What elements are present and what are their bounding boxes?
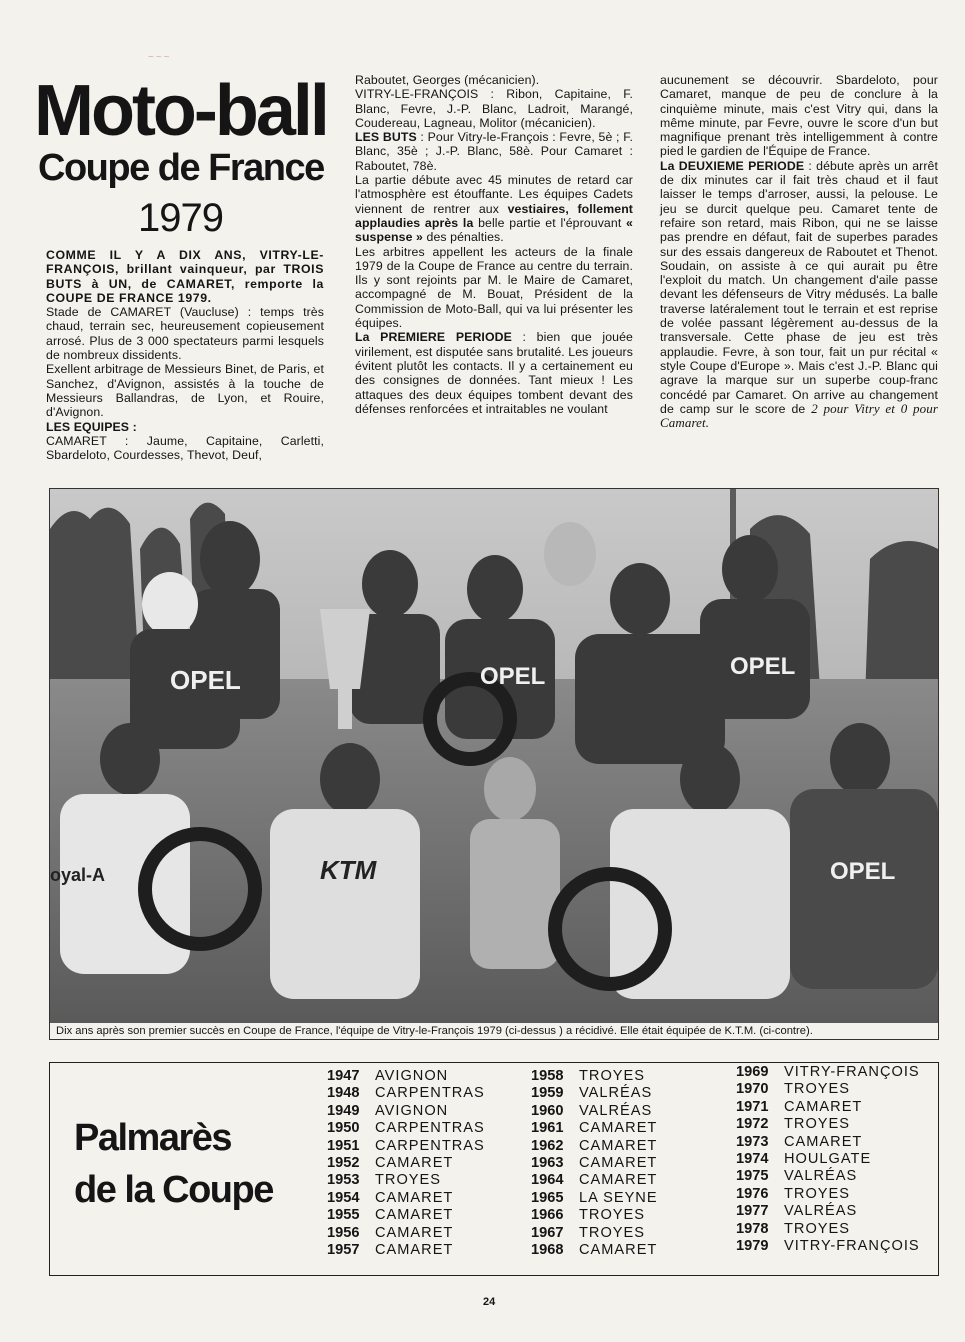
article-paragraph [46, 305, 324, 362]
article-text-run: : bien que jouée virilement, est disputée sans brutalité. Les joueurs évitent plutôt les contacts. Il y a certainement eu des consignes de données. Tant mieux ! Les attaques des deux équipes tombent devant des défenses renforcées et intraitables ne voulant [355, 330, 633, 416]
palmares-row [531, 1225, 658, 1242]
article-paragraph [46, 362, 324, 419]
palmares-team: TROYES [784, 1220, 851, 1237]
palmares-team: CAMARET [784, 1098, 863, 1115]
palmares-team: CARPENTRAS [375, 1120, 485, 1137]
article-text-run: 2 pour Vitry et 0 pour Camaret. [660, 400, 938, 431]
palmares-column-2 [531, 1068, 658, 1259]
palmares-team: CAMARET [784, 1133, 863, 1150]
palmares-row [531, 1172, 658, 1189]
palmares-team: TROYES [579, 1224, 646, 1241]
palmares-team: CAMARET [375, 1155, 454, 1172]
palmares-team: VITRY-FRANÇOIS [784, 1238, 920, 1255]
article-text-run: La DEUXIEME PERIODE [660, 158, 805, 173]
sponsor-banner-label: oyal-A [50, 865, 106, 885]
palmares-team: TROYES [784, 1116, 851, 1133]
team-photo [49, 488, 939, 1024]
article-paragraph [46, 248, 324, 305]
article-text-run: LES BUTS [355, 130, 417, 145]
palmares-team: TROYES [579, 1207, 646, 1224]
palmares-team: CAMARET [375, 1189, 454, 1206]
page-year: 1979 [138, 196, 223, 240]
ktm-jersey-label: KTM [320, 855, 377, 885]
article-text-run: « suspense » [355, 215, 633, 245]
palmares-year: 1972 [736, 1116, 769, 1133]
palmares-team: VALRÉAS [579, 1102, 653, 1119]
palmares-year: 1979 [736, 1238, 769, 1255]
article-text-run: VITRY-LE-FRANÇOIS : Ribon, Capitaine, F. Blanc, Fevre, J.-P. Blanc, Ladroit, Marangé, Coudereau, Lagneau, Molitor (mécanicien). [355, 87, 633, 130]
palmares-year: 1969 [736, 1064, 769, 1080]
palmares-year: 1957 [327, 1242, 360, 1259]
palmares-title-line1: Palmarès [74, 1117, 232, 1159]
palmares-row [327, 1155, 485, 1172]
article-paragraph [46, 420, 324, 434]
pen-mark: ~~~ [148, 52, 172, 63]
article-paragraph [660, 159, 938, 431]
palmares-team: CAMARET [375, 1207, 454, 1224]
palmares-team: CAMARET [579, 1242, 658, 1259]
article-paragraph [660, 73, 938, 159]
article-text-run: La PREMIERE PERIODE [355, 330, 512, 345]
opel-jersey-label-3: OPEL [730, 653, 796, 680]
article-text-run: COMME IL Y A DIX ANS, VITRY-LE-FRANÇOIS, brillant vainqueur, par TROIS BUTS à UN, de CAMARET, remporte la COUPE DE FRANCE 1979. [46, 248, 324, 305]
palmares-team: CARPENTRAS [375, 1085, 485, 1102]
palmares-row [531, 1120, 658, 1137]
palmares-team: CARPENTRAS [375, 1137, 485, 1154]
palmares-year: 1963 [531, 1155, 564, 1172]
palmares-row [736, 1099, 920, 1116]
palmares-team: TROYES [375, 1172, 442, 1189]
palmares-team: CAMARET [579, 1120, 658, 1137]
palmares-year: 1948 [327, 1085, 360, 1102]
palmares-row [736, 1151, 920, 1168]
article-text-run: La partie débute avec 45 minutes de retard car l'atmosphère est étouffante. Les équipes Cadets viennent de rentrer aux [355, 173, 633, 216]
palmares-team: CAMARET [375, 1224, 454, 1241]
palmares-team: TROYES [579, 1068, 646, 1084]
article-text-run: belle partie et l'éprouvant [473, 215, 627, 230]
palmares-year: 1947 [327, 1068, 360, 1084]
palmares-row [327, 1085, 485, 1102]
palmares-row [531, 1085, 658, 1102]
palmares-row [736, 1203, 920, 1220]
article-text-run: des pénalties. [422, 230, 504, 245]
palmares-year: 1976 [736, 1185, 769, 1202]
article-column-3 [660, 73, 938, 430]
palmares-year: 1977 [736, 1203, 769, 1220]
palmares-row [327, 1138, 485, 1155]
palmares-row [736, 1081, 920, 1098]
article-paragraph [355, 330, 633, 416]
palmares-row [736, 1238, 920, 1255]
palmares-row [531, 1155, 658, 1172]
palmares-year: 1966 [531, 1207, 564, 1224]
palmares-team: VALRÉAS [784, 1168, 858, 1185]
palmares-year: 1968 [531, 1242, 564, 1259]
palmares-year: 1951 [327, 1137, 360, 1154]
palmares-year: 1960 [531, 1102, 564, 1119]
article-paragraph [355, 130, 633, 173]
palmares-row [327, 1207, 485, 1224]
article-paragraph [355, 87, 633, 130]
article-paragraph [355, 73, 633, 87]
page-number: 24 [483, 1296, 496, 1308]
palmares-team: LA SEYNE [579, 1189, 658, 1206]
palmares-row [327, 1103, 485, 1120]
palmares-row [531, 1138, 658, 1155]
article-text-run: LES EQUIPES : [46, 419, 137, 434]
palmares-year: 1967 [531, 1224, 564, 1241]
article-text-run: Les arbitres appellent les acteurs de la finale 1979 de la Coupe de France au centre du terrain. Ils y sont rejoints par M. le Maire de Camaret, accompagné de M. Bouat, Président de la Commission de Moto-Ball, qui va lui présenter les équipes. [355, 244, 633, 331]
palmares-row [736, 1221, 920, 1238]
palmares-column-3 [736, 1064, 920, 1255]
palmares-team: VALRÉAS [784, 1203, 858, 1220]
palmares-team: TROYES [784, 1185, 851, 1202]
palmares-team: VALRÉAS [579, 1085, 653, 1102]
palmares-row [531, 1068, 658, 1085]
article-column-2 [355, 73, 633, 416]
palmares-row [736, 1134, 920, 1151]
palmares-row [736, 1064, 920, 1081]
article-paragraph [355, 245, 633, 331]
article-text-run: Exellent arbitrage de Messieurs Binet, de Paris, et Sanchez, d'Avignon, assistés à la touche de Messieurs Ballandras, de Lyon, et Rouire, d'Avignon. [46, 362, 324, 420]
palmares-year: 1975 [736, 1168, 769, 1185]
palmares-year: 1978 [736, 1220, 769, 1237]
palmares-team: VITRY-FRANÇOIS [784, 1064, 920, 1080]
article-paragraph [355, 173, 633, 244]
palmares-row [327, 1068, 485, 1085]
palmares-row [531, 1190, 658, 1207]
palmares-year: 1961 [531, 1120, 564, 1137]
palmares-year: 1949 [327, 1102, 360, 1119]
palmares-year: 1950 [327, 1120, 360, 1137]
palmares-team: AVIGNON [375, 1068, 449, 1084]
palmares-year: 1971 [736, 1098, 769, 1115]
palmares-year: 1956 [327, 1224, 360, 1241]
palmares-title-line2: de la Coupe [74, 1169, 273, 1211]
palmares-team: CAMARET [579, 1172, 658, 1189]
palmares-year: 1964 [531, 1172, 564, 1189]
palmares-year: 1965 [531, 1189, 564, 1206]
palmares-title [74, 1112, 304, 1216]
opel-jersey-label-1: OPEL [170, 665, 241, 695]
palmares-row [736, 1168, 920, 1185]
palmares-year: 1974 [736, 1151, 769, 1168]
article-text-run: Raboutet, Georges (mécanicien). [355, 73, 540, 87]
palmares-team: CAMARET [579, 1137, 658, 1154]
palmares-team: AVIGNON [375, 1102, 449, 1119]
palmares-year: 1962 [531, 1137, 564, 1154]
palmares-year: 1958 [531, 1068, 564, 1084]
palmares-team: CAMARET [375, 1242, 454, 1259]
page-subtitle: Coupe de France [38, 147, 324, 189]
palmares-team: TROYES [784, 1081, 851, 1098]
photo-caption: Dix ans après son premier succès en Coupe de France, l'équipe de Vitry-le-François 1979 (ci-dessus ) a récidivé. Elle était équipée de K.T.M. (ci-contre). [49, 1023, 939, 1040]
palmares-team: HOULGATE [784, 1151, 872, 1168]
palmares-team: CAMARET [579, 1155, 658, 1172]
article-text-run: Stade de CAMARET (Vaucluse) : temps très chaud, terrain sec, heureusement copieusement arrosé. Plus de 3 000 spectateurs parmi lesquels de nombreux dissidents. [46, 305, 324, 363]
palmares-row [736, 1186, 920, 1203]
palmares-row [736, 1116, 920, 1133]
palmares-row [327, 1225, 485, 1242]
palmares-row [327, 1120, 485, 1137]
palmares-year: 1952 [327, 1155, 360, 1172]
article-text-run: : Pour Vitry-le-François : Fevre, 5è ; F. Blanc, 35è ; J.-P. Blanc, 58è. Pour Camaret : Raboutet, 78è. [355, 130, 633, 173]
palmares-row [327, 1190, 485, 1207]
article-text-run: vestiaires, follement applaudies après la [355, 201, 634, 230]
palmares-row [531, 1207, 658, 1224]
page-title: Moto-ball [34, 71, 327, 151]
palmares-row [531, 1242, 658, 1259]
palmares-year: 1973 [736, 1133, 769, 1150]
palmares-year: 1954 [327, 1189, 360, 1206]
article-paragraph [46, 434, 324, 463]
article-text-run: aucunement se découvrir. Sbardeloto, pour Camaret, manque de peu de conclure à la cinquième minute, mais c'est Vitry qui, dans la même minute, par Fevre, ouvre le score d'un but magnifique prenant très intelligemment à contre pied le gardien de l'Équipe de France. [660, 73, 938, 159]
palmares-row [531, 1103, 658, 1120]
palmares-year: 1970 [736, 1081, 769, 1098]
article-text-run: : débute après un arrêt de dix minutes car il fait très chaud et il faut laisser le temps d'arroser, aussi, la pelouse. Le jeu se durcit quelque peu. Camaret tente de refaire son retard, mais Ribon, qui ne se laisse pas prendre en défaut, fait de superbes parades sur des essais dangereux de Raboutet et Thenot. Soudain, on assiste à ce qui aurait pu être l'exploit du match. Un changement d'aile passe devant les défenseurs de Vitry médusés. La balle traverse latéralement tout le terrain et est reprise de volée passant légèrement au-dessus de la transversale. Cette phase de jeu est très applaudie. Fevre, à son tour, fait un pur récital « style Coupe d'Europe ». Mais c'est J.-P. Blanc qui agrave la marque sur un superbe coup-franc concédé par Camaret. On arrive au changement de camp sur le score de [660, 158, 938, 416]
article-text-run: CAMARET : Jaume, Capitaine, Carletti, Sbardeloto, Courdesses, Thevot, Deuf, [46, 433, 324, 463]
opel-jersey-label-2: OPEL [480, 663, 546, 690]
palmares-year: 1955 [327, 1207, 360, 1224]
palmares-column-1 [327, 1068, 485, 1259]
article-column-1 [46, 248, 324, 462]
opel-jersey-label-4: OPEL [830, 858, 896, 885]
palmares-row [327, 1242, 485, 1259]
palmares-year: 1953 [327, 1172, 360, 1189]
palmares-row [327, 1172, 485, 1189]
palmares-year: 1959 [531, 1085, 564, 1102]
